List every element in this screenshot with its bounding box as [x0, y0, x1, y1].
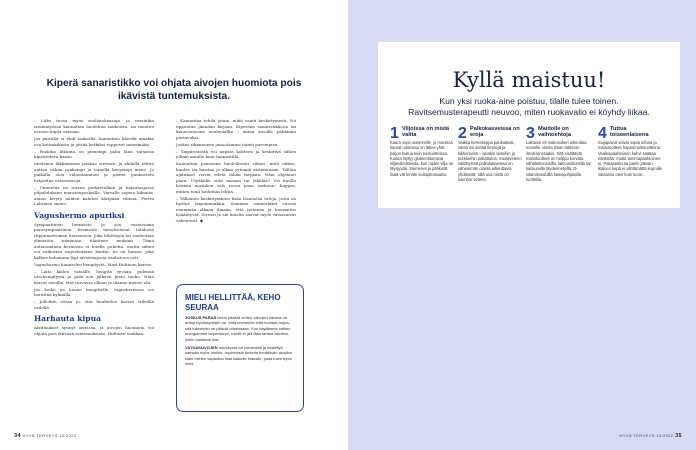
sidebar-title: MIELI HELLITTÄÄ, KEHO SEURAA [185, 293, 281, 312]
sidebar-box [176, 284, 304, 412]
subheading-harhauta: Harhauta kipua [34, 314, 102, 323]
article-column-2 [176, 118, 296, 225]
tip-text: Laktoosi eli maitosokeri aiheuttaa monelle oireita ilman laktoosi-intoleranssiakin. Sitä sisältävät maitotuotteet on helppo korvata vähälaktoosisilla, laktoosittomilla tai kalsiumilla täydennetyillä, D-vitamiinoiduilla kasvipohjaisilla tuotteilla. [526, 140, 591, 183]
tip-text: Soijapavut voivat sopia tofuna ja maitotuotteet hapanmaitotuotteina. Vaaleapaahtoinen kahvi saattaa närästää, mutta tummapaahtoinen ei. Pakastettu tai pariin päivän ikäinen leipä ei vähtämättä kuprulle vatsassa oten kuin tuore. [598, 140, 662, 177]
page-number: 34 [14, 433, 21, 439]
paragraph: Vagushermo kuuntelee hengitystä, Mari Hultinen kertoo. [34, 261, 153, 267]
info-card [378, 42, 680, 208]
tip-number: 2 [458, 125, 467, 142]
article-column-1 [34, 118, 154, 338]
paragraph: – Pauloka liikunta on pienempi paha kuin vatsassa kipristelevä kaasu. [34, 148, 154, 159]
tip-1 [390, 126, 456, 177]
paragraph: Aistimukset synnyt aivoissa, ja aivojen huomiota voi ohjata pois ikävistä tuntemuksista, Hultinen vinkkaa. [34, 325, 154, 336]
paragraph: – Ympäristöstä voi napata kohteen ja keskittyä siihen jollain muulla kuin tunnustillä. [176, 148, 296, 159]
paragraph: Jos heikö on huono hengittelle, vagushermosa voi herättää kylmällä. [34, 286, 154, 297]
footer-right [619, 433, 682, 439]
sidebar-paragraph [185, 315, 295, 342]
paragraph: Sympaattinen hermosto ja sen vastavoima parasympaattinen hermosto muodostavat tahdosta riippumattoman hermoston, joka lähtöisyiä tai rauhoittaa elimistön toimintaa tilanteen mukaan. Tämä autonominen hermosto ei totelle puhetta, mutta siihen voi vaikuttaa vagushermon kautta. Se on hermo, joka kulkee kehomme läpi aivorungosta suolistoon asti. [34, 221, 154, 260]
footer-label: HYVÄ TERVEYS 10/2022 [22, 433, 77, 438]
tip-3 [526, 126, 592, 182]
card-intro: Kun yksi ruoka-aine poistuu, tilalle tulee toinen. Ravitsemusterapeutti neuvoo, miten ruokavalio ei köyhdy liikaa. [408, 96, 650, 117]
sidebar-text: keino päästä omien vaivojen kanssa on antaa hyväksymään ne. Mitä enemmän niitä koettaa torjua, sitä tukemmin ne pitävät otteessaan. Kun käytämme kaiken energiamme torjumiseen, mielle ei jää tilaa tarttua asioihin, joihin tuottavat iloa. [185, 315, 291, 342]
paragraph: – Ummetus on turvaa perkertulkan ja hajautusjassa pilpahduksen maratonposkeille. Varsalle sopiva liikunta. annos kivyry näiden kahden ääripään välissä, Perttu Lahtinen sanoo. [34, 184, 154, 206]
page-number: 35 [675, 433, 682, 439]
tip-4 [598, 126, 664, 177]
tip-number: 1 [390, 125, 399, 142]
tip-title: Palkokasveissa on eroja [470, 126, 520, 139]
paragraph: – Laita käden vatsalle, hengitä syvään, pidennä uloshengitystä ja pidä sen jälkeen pieni tauko. Näin kerrot aivoille, että turvassa ollaan ja tilanne menee ohi. [34, 268, 154, 285]
tip-title: Viljoissa on mistä valita [402, 126, 450, 139]
sidebar-paragraph [185, 345, 295, 367]
paragraph: Jos päiväliä ei ehdi taukoilla, kannattaa käveliä ainakin osa kotimatkasta ja jättää hetkiksi rappuset menemään. [34, 136, 154, 147]
footer-label: HYVÄ TERVEYS 10/2022 [619, 433, 674, 438]
sidebar-lead: VATSAVAIVOJEN [185, 345, 218, 351]
tip-title: Maidolle on vaihtoehtoja [538, 126, 571, 139]
paragraph: Joskus rikannoeen janoolomme toimii parempien. [176, 141, 279, 147]
footer-left [14, 433, 77, 439]
tip-2 [458, 126, 524, 182]
pull-quote: Kiperä sanaristikko voi ohjata aivojen huomiota pois ikävistä tuntemuksista. [46, 78, 302, 102]
card-headline: Kyllä maistuu! [452, 68, 606, 92]
paragraph: – Liike tuosa myös suolistokaasuja, ja varsinkin istumatyössä kannattaa huolehtia taukoista, tai muuten nousee kupla vatsaan. [34, 118, 154, 134]
tip-text: Kaura sopii useimmille, ja monissa kaurat uotteissa on lähes yhtä paljon kuitua kuin ruistuotteissa. Kuitua löytyy gluteenittomista viljavalmisteista, kun niiden vilja on täysjyvää. Siemenet ja pähkinät lisää vät lervän kuitupitoisuutta. [390, 140, 454, 177]
paragraph: Kannattaa panevana huolellisesti siihen, mitä näkee, kuulee tai haistaa ja alkaa sytemiä aistimuuaan. Tällöin ajatukset voivat edetä tähän tarpaan. Näin ohjennet paan: Ulydänkö siitä naasaa tai jäkälää? Voi kuulla keiman aurinkon valo rossu paan ruskoon! Kappas, mitien tuuli heiluttaa lehtiä. [176, 161, 296, 194]
paragraph: – Tällainen keskittyminen lisää läsnäoloa tuteja, josta on hyötyä laajemminkiin. Saamme esimerkiksi stressi enemmän alkaan ilmaan, että tyttanen ja kuormitus lisääntyvät. Stressi ja säi kiuslta saavat myös vatsavaivat vähenevät. ◆ [176, 195, 296, 223]
paragraph: – Kannattaa tehdä jotain, mikä vaatii keskittymistä. Voi uppoutua jännään kirjaan. Kiperään sanaristikkoon tai kiinnostavaan neuleniallin – antaa aivoille pähkinän purtavaksi. [176, 118, 296, 140]
sidebar-text: merkitystä voi pienentää ja keskittyä samalla myös muihin, myönteisiä tunteita herättäviin asioihin. Näin mielen vapautuu tilaa kaikelle ihanalle, josta tulee hyvä mieli. [185, 345, 294, 367]
paragraph: Mielenen liikkuminen puskaa stressiä, ja yhdellä tätten auttaa vähän rankempi ja toinella kevyempi meno. Jo paikalla olon vähentäminen ja pienet puuhastelu helpottaa vatsavaivoja. [34, 161, 154, 183]
subheading-vagushermo: Vagushermo apuriksi [34, 210, 125, 220]
paragraph: – Jolloikin virtaa jo, että huuhtelee kasvot viileällä vedellä. [34, 299, 154, 310]
sidebar-lead: JOSKUS PARAS [185, 315, 217, 320]
tip-number: 3 [526, 125, 535, 142]
tip-title: Tuttua toiseenlaisena [610, 126, 649, 139]
tip-number: 4 [598, 125, 607, 142]
tip-text: Vaikka hernekeppa paukuttaisi, vatsa voi sietää linssejä ja kikherneitä – ainakin tietoihin ja purkkeihin pakattuina. Suolaveteen säilöttyissä palkokasveissa on vähemmän oireita aiheuttavia yhdisteitä, sillä osa niistä on liuennut veteen. [458, 140, 522, 183]
